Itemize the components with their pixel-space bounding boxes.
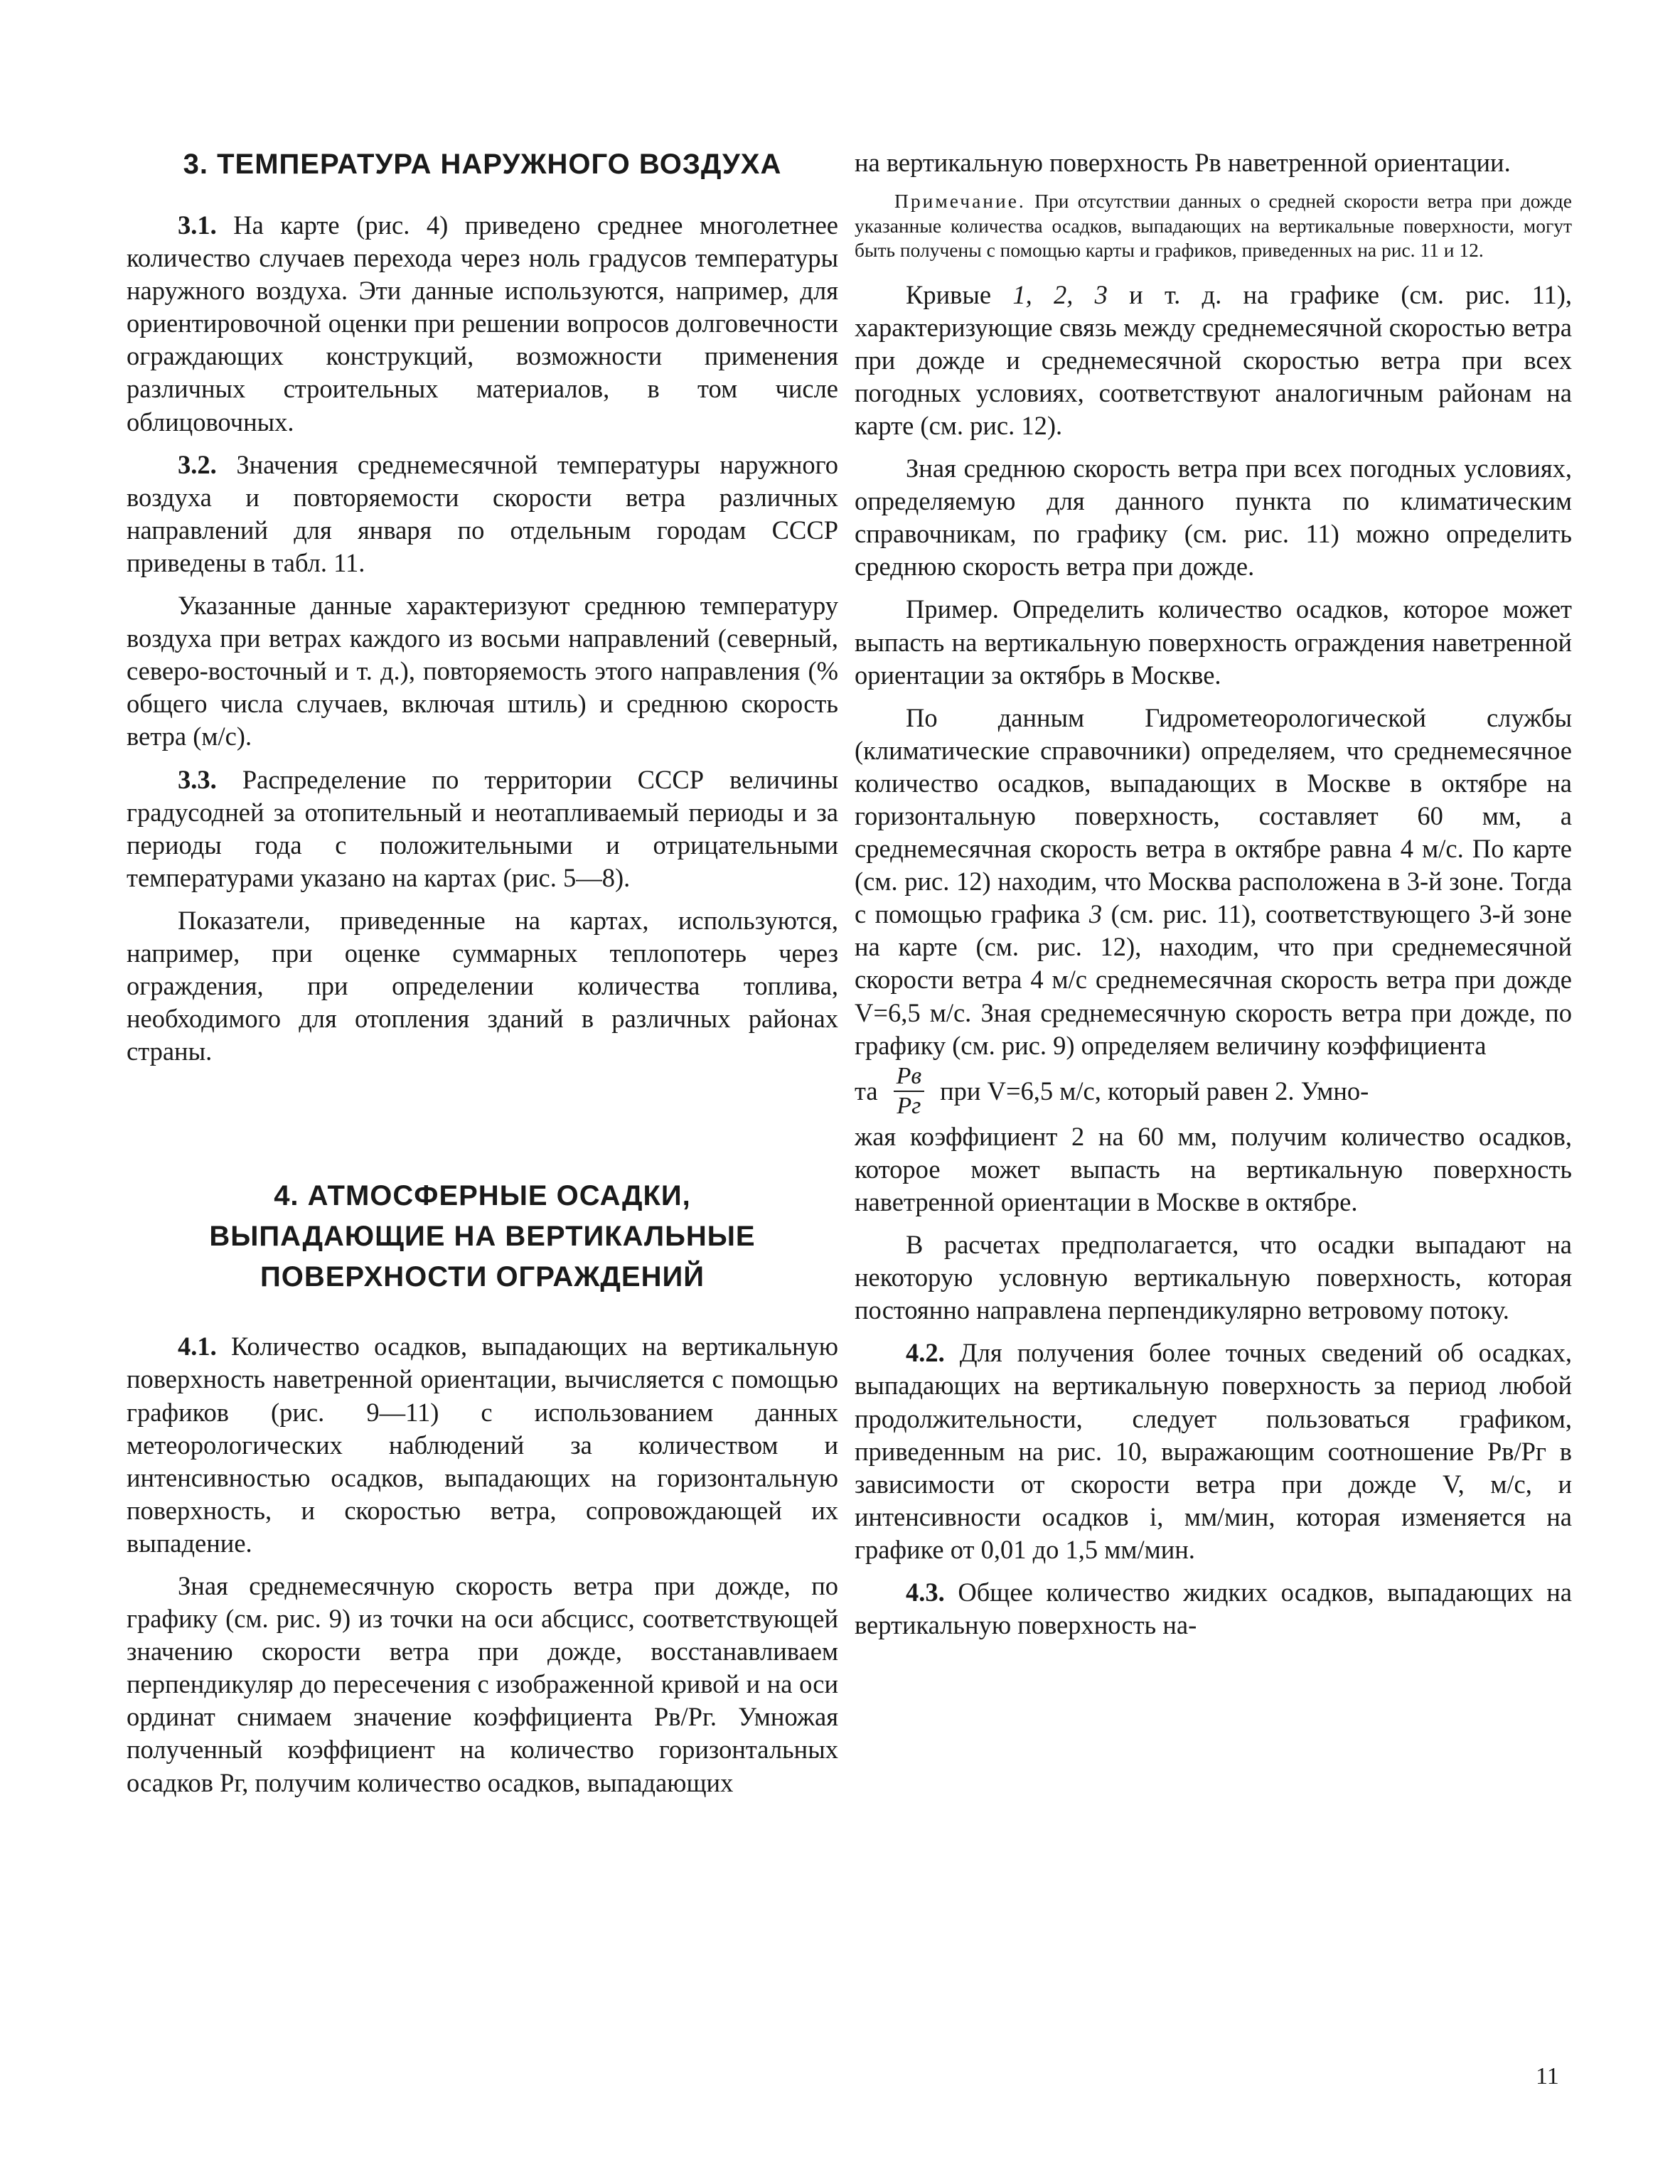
paragraph-3-3 (127, 764, 838, 894)
paragraph-text: Значения среднемесячной температуры наружного воздуха и повторяемости скорости ветра различных направлений для января по отдельным городам СССР приведены в табл. 11. (127, 449, 838, 577)
left-column (127, 146, 838, 1799)
paragraph-3-2-b: Указанные данные характеризуют среднюю температуру воздуха при ветрах каждого из восьми направлений (северный, северо-восточный и т. д.), повторяемость этого направления (% общего числа случаев, включая штиль) и среднюю скорость ветра (м/с). (127, 591, 838, 751)
paragraph-4-3 (855, 1576, 1572, 1642)
clause-number: 3.3. (178, 764, 217, 794)
paragraph-data-continued: жая коэффициент 2 на 60 мм, получим количество осадков, которое может выпасть на вертикальную поверхность наветренной ориентации в Москве в октябре. (855, 1121, 1572, 1216)
paragraph-text: На карте (рис. 4) приведено среднее многолетнее количество случаев перехода через ноль градусов температуры наружного воздуха. Эти данные используются, например, для ориентировочной оценки при решении вопросов долговечности ограждающих конструкций, возможности применения различных строительных материалов, в том числе облицовочных. (127, 210, 838, 437)
paragraph-3-2 (127, 449, 838, 579)
fraction-numerator: Pв (894, 1062, 925, 1092)
right-column (855, 146, 1572, 1642)
paragraph-text: По данным Гидрометеорологической службы (климатические справочники) определяем, что среднемесячное количество осадков, выпадающих в Москве в октябре на горизонтальную поверхность, составляет 60 мм, а среднемесячная скорость ветра в октябре равна 4 м/с. По карте (см. рис. 12) находим, что Москва расположена в 3-й зоне. Тогда с помощью графика (855, 702, 1572, 929)
paragraph-text: Количество осадков, выпадающих на вертикальную поверхность наветренной ориентации, вычисляется с помощью графиков (рис. 9—11) с использованием данных метеорологических наблюдений за количеством и интенсивностью осадков, выпадающих на горизонтальную поверхность, и скоростью ветра, сопровождающей их выпадение. (127, 1332, 838, 1558)
paragraph-4-1 (127, 1330, 838, 1560)
note-label: Примечание. (894, 190, 1026, 213)
clause-number: 4.3. (906, 1577, 945, 1607)
paragraph-text: Для получения более точных сведений об осадках, выпадающих на вертикальную поверхность за период любой продолжительности, следует пользоваться графиком, приведенным на рис. 10, выражающим соотношение Pв/Pг в зависимости от скорости ветра при дожде V, м/с, и интенсивности осадков i, мм/мин, которая изменяется на графике от 0,01 до 1,5 мм/мин. (855, 1338, 1572, 1564)
paragraph-4-1-b: Зная среднемесячную скорость ветра при дожде, по графику (см. рис. 9) из точки на оси абсцисс, соответствующей значению скорости ветра при дожде, восстанавливаем перпендикуляр до пересечения с изображенной кривой и на оси ординат снимаем значение коэффициента Pв/Pг. Умножая полученный коэффициент на количество горизонтальных осадков Pг, получим количество осадков, выпадающих (127, 1571, 838, 1797)
paragraph-data (855, 702, 1572, 1062)
fraction-prefix: та (855, 1076, 878, 1106)
clause-number: 4.1. (178, 1332, 217, 1361)
graph-number: 3 (1088, 899, 1103, 929)
paragraph-example: Пример. Определить количество осадков, которое может выпасть на вертикальную поверхность ограждения наветренной ориентации за октябрь в Москве. (855, 594, 1572, 690)
paragraph-curves (855, 279, 1572, 442)
fraction-denominator: Pг (897, 1092, 921, 1119)
paragraph-text: Общее количество жидких осадков, выпадающих на вертикальную поверхность на- (855, 1577, 1572, 1640)
clause-number: 3.2. (178, 449, 217, 479)
section-4-heading (127, 1176, 838, 1297)
page-number: 11 (1536, 2063, 1559, 2089)
paragraph-knowing: Зная среднюю скорость ветра при всех погодных условиях, определяемую для данного пункта по климатическим справочникам, по графику (см. рис. 11) можно определить среднюю скорость ветра при дожде. (855, 454, 1572, 582)
note-text: При отсутствии данных о средней скорости ветра при дожде указанные количества осадков, выпадающих на вертикальные поверхности, могут быть получены с помощью карты и графиков, приведенных на рис. 11 и 12. (855, 190, 1572, 262)
paragraph-4-2 (855, 1337, 1572, 1566)
heading-line: 4. АТМОСФЕРНЫЕ ОСАДКИ, (274, 1180, 691, 1212)
clause-number: 3.1. (178, 210, 217, 240)
paragraph-text: (см. рис. 11), соответствующего 3-й зоне на карте (см. рис. 12), находим, что при среднемесячной скорости ветра 4 м/с среднемесячная скорость ветра при дожде V=6,5 м/с. Зная среднемесячную скорость ветра при дожде, по графику (см. рис. 9) определяем величину коэффициента (855, 899, 1572, 1060)
heading-line: ПОВЕРХНОСТИ ОГРАЖДЕНИЙ (260, 1261, 705, 1293)
fraction-pv-pg (894, 1062, 925, 1120)
paragraph-continued: на вертикальную поверхность Pв наветренной ориентации. (855, 148, 1511, 177)
note (855, 189, 1572, 263)
paragraph-text: Кривые (906, 279, 1013, 309)
fraction-line (855, 1062, 1572, 1120)
curve-numbers: 1, 2, 3 (1012, 279, 1108, 309)
paragraph-3-1 (127, 209, 838, 439)
heading-line: ВЫПАДАЮЩИЕ НА ВЕРТИКАЛЬНЫЕ (209, 1221, 756, 1253)
clause-number: 4.2. (906, 1338, 945, 1368)
section-3-heading: 3. ТЕМПЕРАТУРА НАРУЖНОГО ВОЗДУХА (183, 149, 782, 180)
paragraph-text: и т. д. на графике (см. рис. 11), характеризующие связь между среднемесячной скоростью ветра при дожде и среднемесячной скоростью ветра при всех погодных условиях, соответствуют аналогичным районам на карте (см. рис. 12). (855, 279, 1573, 440)
paragraph-text: Распределение по территории СССР величины градусодней за отопительный и неотапливаемый периоды и за периоды года с положительными и отрицательными температурами указано на картах (рис. 5—8). (127, 764, 838, 892)
paragraph-3-3-b: Показатели, приведенные на картах, используются, например, при оценке суммарных теплопотерь через ограждения, при определении количества топлива, необходимого для отопления зданий в различных районах страны. (127, 905, 838, 1066)
fraction-rest: при V=6,5 м/с, который равен 2. Умно- (940, 1076, 1369, 1106)
paragraph-assumption: В расчетах предполагается, что осадки выпадают на некоторую условную вертикальную поверхность, которая постоянно направлена перпендикулярно ветровому потоку. (855, 1230, 1572, 1325)
